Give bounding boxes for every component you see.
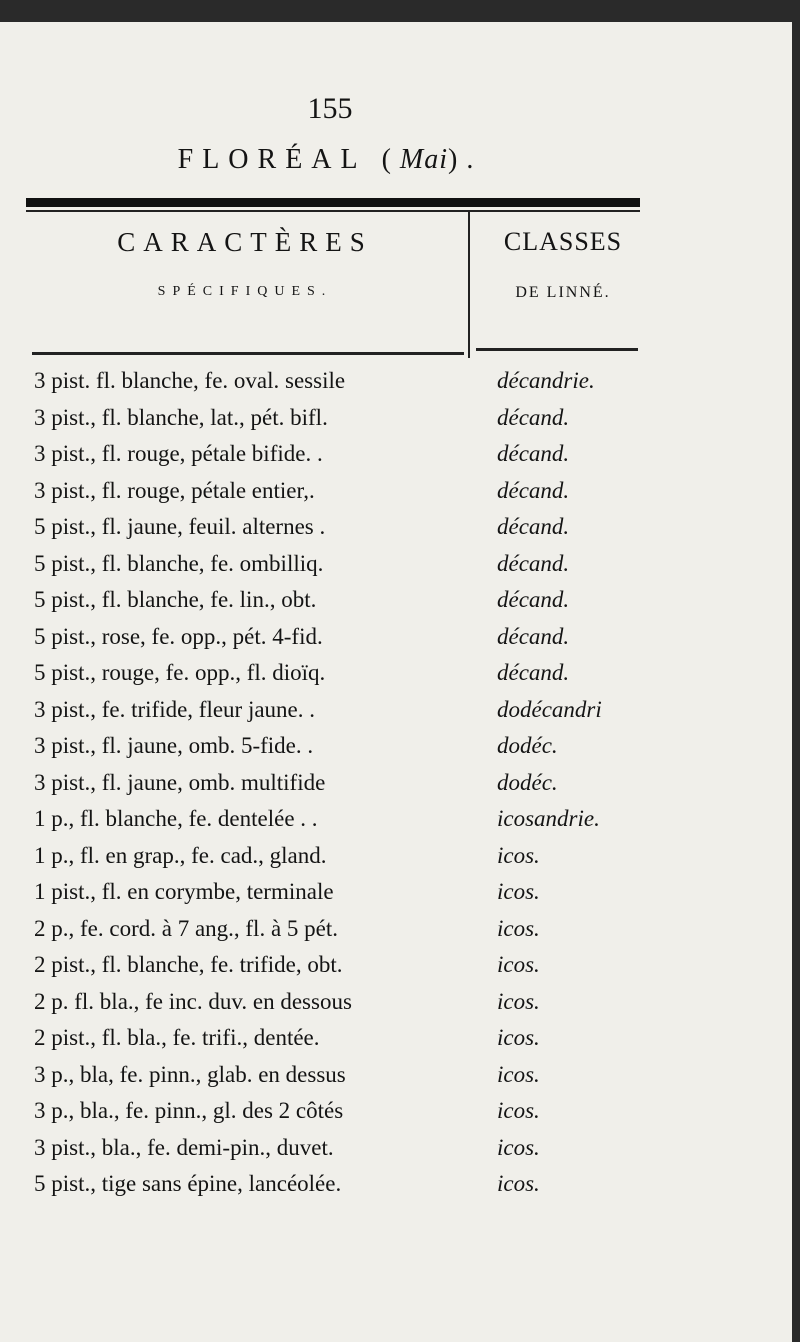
linnaean-class: dodéc. [497,733,558,758]
table-row [0,1166,800,1203]
table-row [0,473,800,510]
table-row [0,1093,800,1130]
species-characters: 3 pist., fl. rouge, pétale entier,. [34,477,315,503]
table-row [0,692,800,729]
linnaean-class: icos. [497,879,540,904]
species-characters: 3 pist., bla., fe. demi-pin., duvet. [34,1134,334,1160]
table-row [0,400,800,437]
linnaean-class: décand. [497,477,570,503]
linnaean-class: icos. [497,1025,540,1050]
linnaean-class: icos. [497,988,540,1014]
right-heading-rule [476,348,638,351]
linnaean-class: décand. [497,623,570,649]
table-row [0,509,800,546]
species-characters: 5 pist., rouge, fe. opp., fl. dioïq. [34,660,326,685]
running-head-title: FLORÉAL [177,144,366,175]
table-row [0,582,800,619]
species-characters: 1 p., fl. en grap., fe. cad., gland. [34,842,327,868]
species-characters: 5 pist., tige sans épine, lancéolée. [34,1171,342,1196]
linnaean-class: icosandrie. [497,806,600,831]
table-row [0,1057,800,1094]
linnaean-class: icos. [497,915,540,941]
linnaean-class: décand. [497,587,570,612]
book-page [0,22,792,1342]
column-separator [468,210,470,358]
left-heading-rule [32,352,464,355]
species-characters: 5 pist., rose, fe. opp., pét. 4-fid. [34,623,323,649]
species-characters: 2 pist., fl. bla., fe. trifi., dentée. [34,1025,320,1050]
linnaean-class: icos. [497,952,540,977]
linnaean-class: dodéc. [497,769,558,795]
table-row [0,1130,800,1167]
linnaean-class: icos. [497,1134,540,1160]
left-column-subheading: SPÉCIFIQUES. [157,284,333,299]
table-row [0,984,800,1021]
species-characters: 3 pist., fl. rouge, pétale bifide. . [34,441,323,466]
header-rule-thin [26,210,640,212]
species-characters: 3 pist., fl. jaune, omb. 5-fide. . [34,733,314,758]
species-characters: 5 pist., fl. blanche, fe. ombilliq. [34,550,324,576]
table-row [0,1020,800,1057]
species-characters: 3 p., bla, fe. pinn., glab. en dessus [34,1061,346,1087]
linnaean-class: décand. [497,550,570,576]
species-characters: 5 pist., fl. blanche, fe. lin., obt. [34,587,317,612]
species-characters: 3 pist., fe. trifide, fleur jaune. . [34,696,316,722]
table-row [0,874,800,911]
linnaean-class: icos. [497,842,540,868]
table-row [0,838,800,875]
table-row [0,363,800,400]
table-row [0,947,800,984]
table-row [0,436,800,473]
table-row [0,655,800,692]
table-row [0,911,800,948]
linnaean-class: icos. [497,1061,540,1087]
species-characters: 3 p., bla., fe. pinn., gl. des 2 côtés [34,1098,344,1123]
species-characters: 2 p. fl. bla., fe inc. duv. en dessous [34,988,352,1014]
linnaean-class: décand. [497,404,570,430]
linnaean-class: décandrie. [497,368,595,393]
table-row [0,546,800,583]
linnaean-class: icos. [497,1098,540,1123]
table-row [0,619,800,656]
linnaean-class: décand. [497,514,570,539]
linnaean-class: dodécandri [497,696,602,722]
species-characters: 1 pist., fl. en corymbe, terminale [34,879,334,904]
species-characters: 3 pist., fl. blanche, lat., pét. bifl. [34,404,328,430]
running-head-close-paren: ). [448,144,483,175]
table-row [0,801,800,838]
species-characters: 2 p., fe. cord. à 7 ang., fl. à 5 pét. [34,915,339,941]
species-characters: 1 p., fl. blanche, fe. dentelée . . [34,806,318,831]
species-characters: 2 pist., fl. blanche, fe. trifide, obt. [34,952,343,977]
species-characters: 3 pist., fl. jaune, omb. multifide [34,769,326,795]
running-head-month: Mai [399,144,449,175]
right-column-subheading: DE LINNÉ. [515,284,611,301]
left-column-heading: CARACTÈRES [117,227,373,257]
linnaean-class: icos. [497,1171,540,1196]
right-column-heading: CLASSES [503,227,623,256]
running-head [0,144,660,176]
table-row [0,765,800,802]
species-characters: 5 pist., fl. jaune, feuil. alternes . [34,514,326,539]
linnaean-class: décand. [497,660,570,685]
page-number: 155 [307,92,353,125]
table-row [0,728,800,765]
species-table [0,363,800,1203]
species-characters: 3 pist. fl. blanche, fe. oval. sessile [34,368,346,393]
header-rule-thick [26,198,640,207]
linnaean-class: décand. [497,441,570,466]
running-head-open-paren: ( [381,144,400,175]
